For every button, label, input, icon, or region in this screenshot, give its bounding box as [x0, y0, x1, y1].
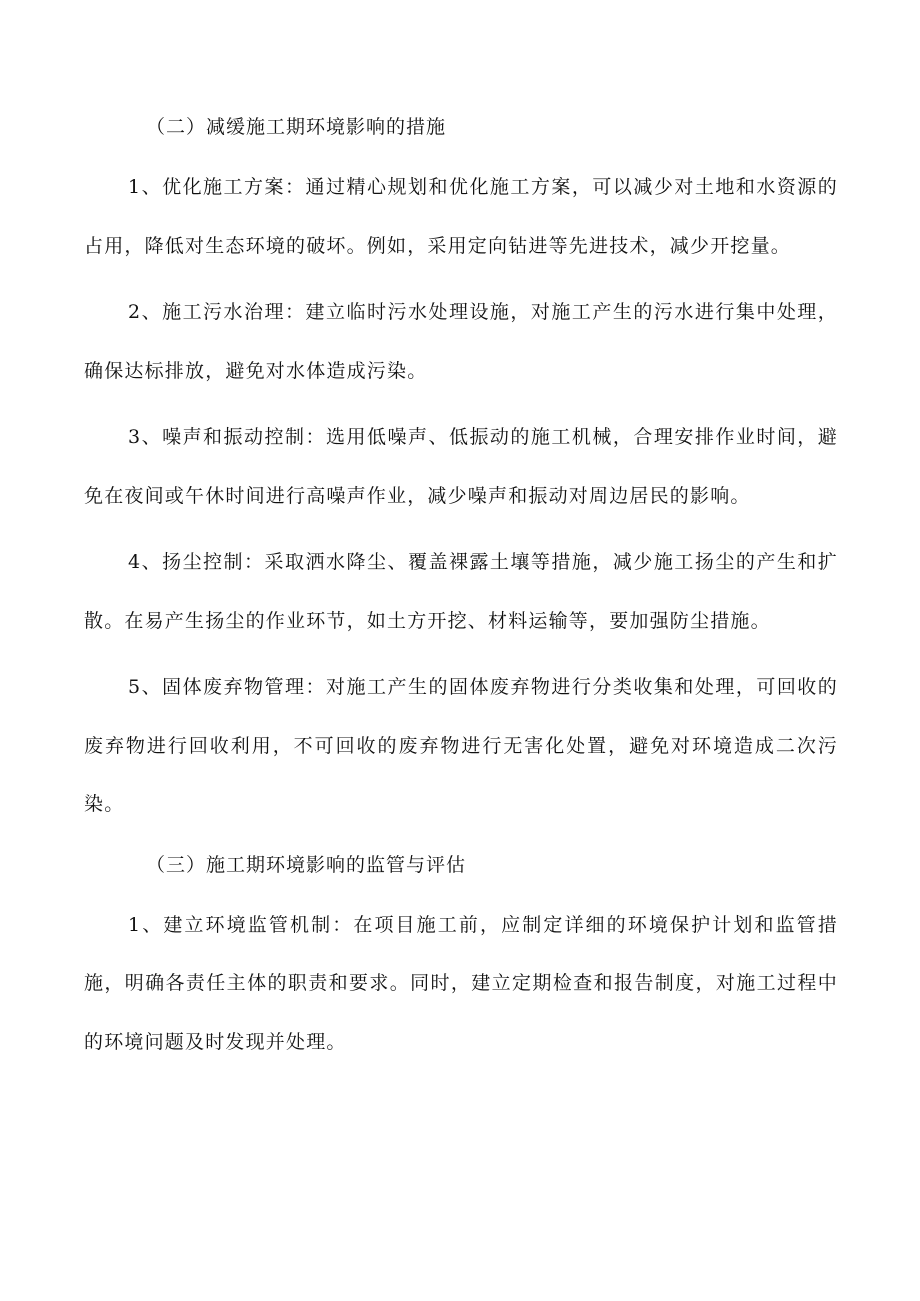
paragraph-optimize-plan: 1、优化施工方案：通过精心规划和优化施工方案，可以减少对土地和水资源的占用，降低对生态环境的破坏。例如，采用定向钻进等先进技术，减少开挖量。 [84, 176, 838, 257]
section-heading-3: （三）施工期环境影响的监管与评估 [146, 853, 467, 876]
paragraph-sewage-treatment: 2、施工污水治理：建立临时污水处理设施，对施工产生的污水进行集中处理，确保达标排放，避免对水体造成污染。 [84, 301, 838, 382]
paragraph-dust-control: 4、扬尘控制：采取洒水降尘、覆盖裸露土壤等措施，减少施工扬尘的产生和扩散。在易产生扬尘的作业环节，如土方开挖、材料运输等，要加强防尘措施。 [84, 551, 838, 632]
paragraph-solid-waste: 5、固体废弃物管理：对施工产生的固体废弃物进行分类收集和处理，可回收的废弃物进行回收利用，不可回收的废弃物进行无害化处置，避免对环境造成二次污染。 [84, 676, 838, 815]
paragraph-supervision-mechanism: 1、建立环境监管机制：在项目施工前，应制定详细的环境保护计划和监管措施，明确各责任主体的职责和要求。同时，建立定期检查和报告制度，对施工过程中的环境问题及时发现并处理。 [84, 913, 838, 1053]
document-body [84, 104, 838, 1071]
paragraph-noise-control: 3、噪声和振动控制：选用低噪声、低振动的施工机械，合理安排作业时间，避免在夜间或午休时间进行高噪声作业，减少噪声和振动对周边居民的影响。 [84, 426, 838, 507]
section-heading-2: （二）减缓施工期环境影响的措施 [146, 116, 447, 138]
